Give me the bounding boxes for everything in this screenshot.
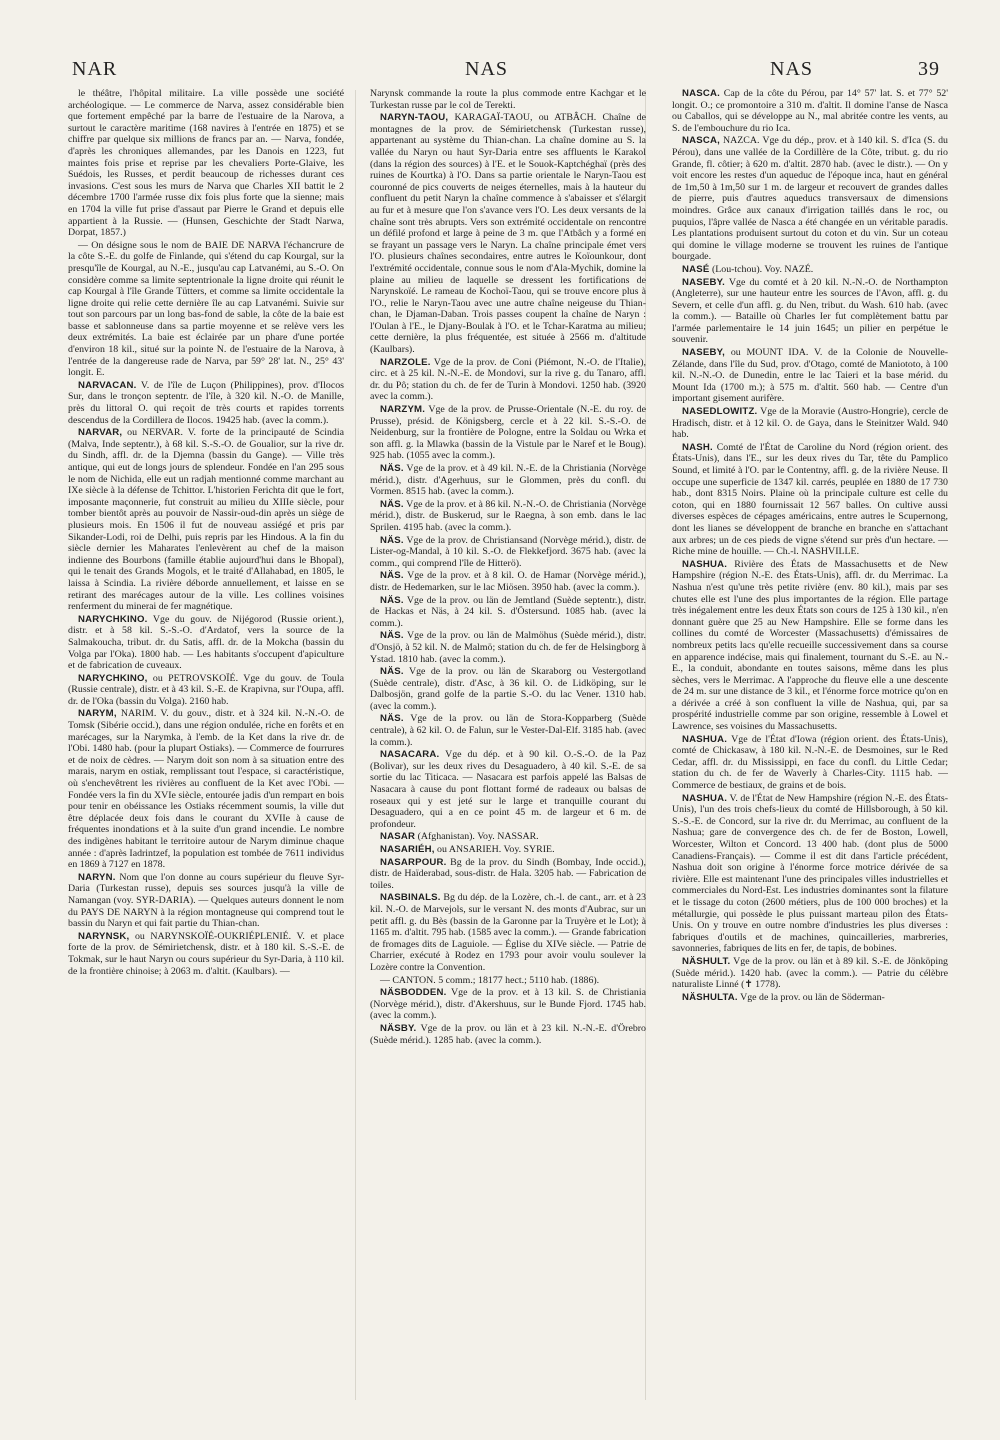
entry-text: Vge de la prov. ou län de Stora-Kopparberg (Suède centrale), à 62 kil. O. de Falun, sur le Vester-Dal-Elf. 3185 hab. (avec la comm.). xyxy=(370,713,646,748)
entry-text: Comté de l'État de Caroline du Nord (région orient. des États-Unis), dans l'E., sur les deux rives du Tar, tête du Pamplico Sound, et limité à l'O. par le Contentny, affl. g. de la rivière Neuse. Il occupe une superficie de 1347 kil. carrés, peuplée en 1880 de 17 730 hab., dont 8315 Noirs. Plaine où la principale culture est celle du coton, qui en 1880 fournissait 12 567 balles. On cultive aussi diverses espèces de cépages américains, entre autres le Scupernong, dont les lianes se développent de branche en branche en s'attachant aux arbres; un de ces pieds de vigne s'étend sur près d'un hectare. — Riche mine de houille. — Ch.-l. NASHVILLE. xyxy=(672,441,948,558)
dictionary-entry xyxy=(68,240,344,379)
entry-headword: NASARPOUR. xyxy=(380,856,447,868)
entry-headword: NÄS. xyxy=(380,666,404,678)
dictionary-entry xyxy=(68,614,344,672)
text-columns xyxy=(68,88,948,1413)
dictionary-entry xyxy=(370,749,646,830)
entry-headword: NASHUA. xyxy=(682,733,728,745)
entry-text: ou ANSARIEH. Voy. SYRIE. xyxy=(437,844,555,855)
dictionary-entry xyxy=(370,499,646,534)
entry-text: Nom que l'on donne au cours supérieur du fleuve Syr-Daria (Turkestan russe), depuis ses sources jusqu'à la ville de Namangan (voy. SYR-DARIA). — Quelques auteurs donnent le nom du PAYS DE NARYN à la région montagneuse qui comprend tout le bassin du Naryn et qui fait partie du Thian-chan. xyxy=(68,871,344,930)
entry-text: Narynsk commande la route la plus commode entre Kachgar et le Turkestan russe par le col de Terekti. xyxy=(370,88,646,111)
entry-text: Vge de la prov. et à 86 kil. N.-N.-O. de Christiania (Norvège mérid.), distr. de Buskerud, sur le Raegna, à son emb. dans le lac Sprilen. 4195 hab. (avec la comm.). xyxy=(370,498,646,533)
dictionary-entry xyxy=(370,1023,646,1046)
dictionary-entry xyxy=(370,570,646,593)
entry-text: Vge de la prov. de Christiansand (Norvège mérid.), distr. de Lister-og-Mandal, à 10 kil. S.-O. de Flekkefjord. 3675 hab. (avec la comm., qui comprend l'île de Hitterö). xyxy=(370,534,646,569)
entry-text: Vge du gouv. de Nijégorod (Russie orient.), distr. et à 58 kil. S.-S.-O. d'Ardatof, vers la source de la Salmakoucha, tribut. dr. du Satis, affl. dr. de la Mokcha (bassin du Volga par l'Oka). 1800 hab. — Les habitants s'occupent d'apiculture et de fabrication de cuveaux. xyxy=(68,613,344,672)
entry-text: Vge de la Moravie (Austro-Hongrie), cercle de Hradisch, distr. et à 12 kil. O. de Gaya, dans le Steinitzer Wald. 940 hab. xyxy=(672,406,948,441)
entry-text: ou NERVAR. V. forte de la principauté de Scindia (Malva, Inde septentr.), à 68 kil. S.-S.-O. de Goualior, sur la rive dr. du Sindh, affl. dr. de la Djemna (bassin du Gange). — Ville très antique, qui eut de longs jours de splendeur. Fondée en l'an 295 sous le nom de Nichida, elle eut un radjah mentionné comme marchant au IXe siècle à la défense de Tchittor. L'historien Ferichta dit que le fort, imposante maçonnerie, fut construit au milieu du XIIIe siècle, pour tomber bientôt après au pouvoir de Nassir-oud-din après un siège de plusieurs mois. En 1506 il fut de nouveau assiégé et pris par Sikander-Lodi, roi de Delhi, puis repris par les Hindous. A la fin du siècle dernier les Maharates l'enlevèrent au chef de la maison indienne des Bourbons (famille établie aujourd'hui dans le Bhopal), qui le tenait des Grands Mogols, et le traité d'Allahabad, en 1805, le laissa à Scindia. La rivière déborde annuellement, et laisse en se retirant des marécages autour de la ville. Les collines voisines renferment du minerai de fer magnétique. xyxy=(68,427,344,613)
entry-headword: NASEDLOWITZ. xyxy=(682,406,758,418)
header-right-word: NAS xyxy=(770,58,814,80)
entry-text: Vge de la prov. ou län de Jemtland (Suède septentr.), distr. de Hackas et Näs, à 24 kil. S. d'Östersund. 1085 hab. (avec la comm.). xyxy=(370,594,646,629)
entry-text: — CANTON. 5 comm.; 18177 hect.; 5110 hab. (1886). xyxy=(380,974,600,986)
entry-text: Cap de la côte du Pérou, par 14° 57' lat. S. et 77° 52' longit. O.; ce promontoire a 310 m. d'altit. Il domine l'anse de Nasca ou Caballos, qui se développe au N., mal abritée contre les vents, au S. de l'embouchure du rio Ica. xyxy=(672,88,948,134)
entry-text: Vge de la prov. ou län de Malmöhus (Suède mérid.), distr. d'Onsjö, à 52 kil. N. de Malmö; station du ch. de fer de Helsingborg à Ystad. 1810 hab. (avec la comm.). xyxy=(370,630,646,665)
page-number: 39 xyxy=(918,58,940,80)
dictionary-entry xyxy=(68,427,344,613)
dictionary-entry xyxy=(370,463,646,498)
dictionary-entry xyxy=(672,406,948,441)
entry-text: Vge de la prov. ou län et à 89 kil. S.-E. de Jönköping (Suède mérid.). 1420 hab. (avec la comm.). — Patrie du célèbre naturaliste Linné (✝ 1778). xyxy=(672,955,948,991)
entry-headword: NÄS. xyxy=(380,570,404,582)
dictionary-entry xyxy=(370,975,646,987)
dictionary-entry xyxy=(370,987,646,1022)
dictionary-entry xyxy=(68,931,344,977)
entry-headword: NASARIÉH, xyxy=(380,844,435,855)
entry-headword: NARZOLE. xyxy=(380,356,431,368)
entry-text: Vge de la prov. et à 8 kil. O. de Hamar (Norvège mérid.), distr. de Hedemarken, sur le lac Miösen. 3950 hab. (avec la comm.). xyxy=(370,570,646,593)
dictionary-entry xyxy=(672,559,948,733)
entry-headword: NASACARA. xyxy=(380,749,440,761)
entry-text: Vge de la prov. ou län de Skaraborg ou Vestergotland (Suède centrale), distr. d'Asc, à 36 kil. O. de Lidköping, sur le Dalbosjön, grand golfe de la partie S.-O. du lac Vener. 1310 hab. (avec la comm.). xyxy=(370,666,646,712)
column-3 xyxy=(672,88,948,1413)
entry-text: V. de l'État de New Hampshire (région N.-E. des États-Unis), l'un des trois chefs-lieux du comté de Hillsborough, à 50 kil. S.-S.-E. de Concord, sur la rive dr. du Merrimac, au confluent de la Nashua; gare de convergence des ch. de fer de Boston, Lowell, Worcester, Wilton et Concord. 13 400 hab. (dont plus de 5000 Canadiens-Français). — Comme il est dit dans l'article précédent, Nashua doit son origine à l'énorme force motrice dérivée de sa rivière. Elle est maintenant l'une des principales villes industrielles et commerciales du Nord-Est. Les industries dominantes sont la filature et le tissage du coton (2600 métiers, plus de 100 000 broches) et la métallurgie, qui possède le plus puissant marteau pilon des États-Unis. On y trouve en outre nombre d'industries les plus diverses : fabriques d'outils et de machines, quincailleries, marbreries, savonneries, fabriques de lits en fer, de tapis, de bobines. xyxy=(672,792,948,955)
dictionary-entry xyxy=(370,666,646,712)
entry-text: Vge de la prov. de Prusse-Orientale (N.-E. du roy. de Prusse), présid. de Königsberg, cercle et à 22 kil. S.-S.-O. de Neidenburg, sur la frontière de Pologne, entre la Soldau ou Wrka et son affl. g. la Mlawka (bassin de la Vistule par le Naref et le Boug). 925 hab. (1055 avec la comm.). xyxy=(370,404,646,462)
entry-text: Bg du dép. de la Lozère, ch.-l. de cant., arr. et à 23 kil. N.-O. de Marvejols, sur le versant N. des monts d'Aubrac, sur un petit affl. g. du Bès (bassin de la Garonne par la Truyère et le Lot); à 1165 m. d'altit. 795 hab. (1585 avec la comm.). — Grande fabrication de fromages dits de Laguiole. — Église du XIVe siècle. — Patrie de Charrier, exécuté à Rodez en 1793 pour avoir voulu soulever la Lozère contre la Convention. xyxy=(370,892,646,973)
entry-text: Rivière des États de Massachusetts et de New Hampshire (région N.-E. des États-Unis), affl. dr. du Merrimac. La Nashua n'est qu'une très petite rivière (env. 80 kil.), mais par ses chutes elle est l'une des plus importantes de la région. Elle partage très inégalement entre les deux États son cours de 125 à 130 kil., n'en donnant guère que 25 au New Hampshire. Elle se forme dans les collines du comté de Worcester (Massachusetts) d'émissaires de nombreux petits lacs qu'elle recueille successivement dans sa course en apparence indécise, mais qui finalement, tournant du S.-E. au N.-E., la conduit, abondante en toutes saisons, même dans les plus sèches, vers le Merrimac. A l'approche du fleuve elle a une descente de 24 m. sur une distance de 3 kil., et l'énorme force motrice qu'on en a dérivée a créé à son confluent la ville de Nashua, qui, par sa prospérité industrielle comme par son origine, ressemble à Lowel et Lawrence, ses voisines du Massachusetts. xyxy=(672,558,948,733)
entry-headword: NARVACAN. xyxy=(78,379,137,391)
dictionary-entry xyxy=(672,793,948,955)
entry-headword: NÄS. xyxy=(380,594,404,606)
entry-headword: NARYN. xyxy=(78,871,116,883)
entry-text: V. de l'île de Luçon (Philippines), prov. d'Ilocos Sur, dans le tronçon septentr. de l'île, à 320 kil. N.-O. de Manille, près du littoral O. qui reçoit de très courts et rapides torrents descendus de la Cordillera de Ilocos. 19425 hab. (avec la comm.). xyxy=(68,379,344,426)
entry-text: (Afghanistan). Voy. NASSAR. xyxy=(417,831,539,843)
dictionary-entry xyxy=(672,88,948,134)
dictionary-entry xyxy=(370,535,646,570)
entry-headword: NARYNSK, xyxy=(78,930,130,942)
entry-text: NAZCA. Vge du dép., prov. et à 140 kil. S. d'Ica (S. du Pérou), dans une vallée de la Cordillère de la Côte, tribut. g. du rio Grande, fl. côtier; à 620 m. d'altit. 2870 hab. (avec le distr.). — On y voit encore les restes d'un aqueduc de l'époque inca, haut en général de 1m,50 à 1m,50 sur 1 m. de largeur et recouvert de grandes dalles de pierre, puis d'autres aqueducs transversaux de dimensions moindres. Grâce aux canaux d'irrigation taillés dans le roc, ou puquios, l'âpre vallée de Nasca a été changée en un véritable paradis. Les plantations produisent surtout du coton et du vin. Sur un coteau qui domine le village moderne se trouvent les ruines de l'antique bourgade. xyxy=(672,135,948,263)
header-left-word: NAR xyxy=(72,58,118,80)
dictionary-entry xyxy=(672,956,948,991)
dictionary-entry xyxy=(370,88,646,111)
entry-headword: NARYM, xyxy=(78,708,117,720)
dictionary-entry xyxy=(370,844,646,856)
dictionary-entry xyxy=(672,264,948,276)
dictionary-entry xyxy=(672,442,948,558)
dictionary-entry xyxy=(672,992,948,1004)
entry-text: Vge de la prov. et à 49 kil. N.-E. de la Christiania (Norvège mérid.), distr. d'Agerhuus, sur le Glommen, près du confl. du Vormen. 8515 hab. (avec la comm.). xyxy=(370,463,646,498)
dictionary-entry xyxy=(672,734,948,792)
entry-text: Bg de la prov. du Sindh (Bombay, Inde occid.), distr. de Haïderabad, sous-distr. de Hala. 3205 hab. — Fabrication de toiles. xyxy=(370,856,646,891)
entry-text: (Lou-tchou). Voy. NAZÉ. xyxy=(711,263,814,275)
dictionary-entry xyxy=(370,713,646,748)
entry-headword: NÄSBY. xyxy=(380,1022,417,1034)
entry-headword: NASCA. xyxy=(682,88,720,99)
entry-headword: NÄSHULT. xyxy=(682,955,731,967)
dictionary-entry xyxy=(370,892,646,973)
entry-text: Vge de la prov. de Coni (Piémont, N.-O. de l'Italie), circ. et à 25 kil. N.-N.-E. de Mondovi, sur la rive g. du Tanaro, affl. dr. du Pô; station du ch. de fer de Turin à Mondovi. 1250 hab. (3920 avec la comm.). xyxy=(370,356,646,403)
entry-text: Vge du comté et à 20 kil. N.-N.-O. de Northampton (Angleterre), sur une hauteur entre les sources de l'Avon, affl. g. du Severn, et celle d'un affl. g. du Nen, tribut. du Wash. 610 hab. (avec la comm.). — Bataille où Charles Ier fut complètement battu par l'armée parlementaire le 14 juin 1645; un pilier en perpétue le souvenir. xyxy=(672,276,948,346)
column-1 xyxy=(68,88,344,1413)
entry-headword: NASHUA. xyxy=(682,792,728,804)
dictionary-entry xyxy=(68,673,344,708)
dictionary-entry xyxy=(370,357,646,403)
entry-headword: NASAR xyxy=(380,831,416,843)
dictionary-entry xyxy=(672,347,948,405)
dictionary-entry xyxy=(68,708,344,870)
dictionary-entry xyxy=(370,857,646,892)
entry-headword: NÄS. xyxy=(380,713,404,725)
entry-text: Vge de la prov. et à 13 kil. S. de Christiania (Norvège mérid.), distr. d'Akershuus, sur le Bunde Fjord. 1745 hab. (avec la comm.). xyxy=(370,987,646,1022)
entry-headword: NASBINALS. xyxy=(380,892,441,904)
entry-headword: NASEBY. xyxy=(682,276,725,288)
entry-headword: NARYCHKINO. xyxy=(78,613,148,625)
entry-headword: NARVAR, xyxy=(78,427,123,439)
column-2 xyxy=(370,88,646,1413)
dictionary-entry xyxy=(370,831,646,843)
dictionary-entry xyxy=(68,88,344,239)
dictionary-entry xyxy=(370,630,646,665)
entry-headword: NARYCHKINO, xyxy=(78,672,148,684)
entry-headword: NARYN-TAOU, xyxy=(380,112,449,124)
entry-headword: NASH. xyxy=(682,441,713,453)
entry-text: NARIM. V. du gouv., distr. et à 324 kil. N.-N.-O. de Tomsk (Sibérie occid.), dans une région ondulée, riche en forêts et en marécages, sur la Narymka, à l'emb. de la Ket dans la rive dr. de l'Obi. 1480 hab. (pour la plupart Ostiaks). — Commerce de fourrures et de noix de cèdres. — Narym doit son nom à sa situation entre des marais, narym en ostiak, remplissant tout l'espace, si caractéristique, où s'enchevêtrent les rivières au confluent de la Ket avec l'Obi. — Fondée vers la fin du XVIe siècle, entourée jadis d'un rempart en bois pour tenir en obéissance les Ostiaks récemment soumis, la ville dut être déplacée deux fois dans le courant du XVIIe à cause de fréquentes inondations et à la suite d'un grand incendie. Le nombre des indigènes habitant le territoire autour de Narym diminue chaque année : d'après Iadrintzef, la population est tombée de 7611 individus en 1869 à 7127 en 1878. xyxy=(68,708,344,871)
entry-text: — On désigne sous le nom de BAIE DE NARVA l'échancrure de la côte S.-E. du golfe de Finlande, qui s'étend du cap Kourgal, sur la presqu'île de Kourgal, au N.-E., jusqu'au cap Latvanémi, au S.-O. On considère comme sa limite septentrionale la ligne droite qui réunit le cap Kourgal à l'île Grande Tütters, et comme sa limite occidentale la ligne droite qui relie cette dernière île au cap Latvanémi. Suivie sur tout son parcours par un long bas-fond de sable, la côte de la baie est basse et sablonneuse dans sa partie moyenne et se relève vers les deux extrémités. La baie est éclairée par un phare d'une portée d'environ 18 kil., situé sur la pointe N. de l'estuaire de la Narova, à l'entrée de la dangereuse rade de Narva, par 59° 28' lat. N., 25° 43' longit. E. xyxy=(68,239,344,379)
dictionary-entry xyxy=(68,872,344,930)
entry-text: Vge de la prov. ou län de Söderman- xyxy=(740,991,885,1003)
entry-headword: NÄSBODDEN. xyxy=(380,987,447,999)
entry-headword: NASEBY, xyxy=(682,347,725,359)
dictionary-entry xyxy=(370,595,646,630)
dictionary-entry xyxy=(370,404,646,462)
entry-headword: NÄSHULTA. xyxy=(682,991,738,1003)
dictionary-entry xyxy=(370,112,646,355)
entry-headword: NASCA, xyxy=(682,135,720,147)
entry-text: ou MOUNT IDA. V. de la Colonie de Nouvelle-Zélande, dans l'île du Sud, prov. d'Otago, comté de Maniototo, à 100 kil. N.-N.-O. de Dunedin, entre le lac Taieri et la base mérid. du Mount Ida (1700 m.); à 575 m. d'altit. 560 hab. — Centre d'un important gisement aurifère. xyxy=(672,347,948,405)
entry-headword: NÄS. xyxy=(380,630,404,642)
dictionary-entry xyxy=(672,135,948,263)
entry-text: KARAGAÏ-TAOU, ou ATBÂCH. Chaîne de montagnes de la prov. de Sémirietchensk (Turkestan russe), appartenant au système du Thian-chan. La chaîne domine au S. la vallée du Naryn ou haut Syr-Daria entre ses affluents le Karakol (dans la région des sources) à l'E. et le Souok-Kaptchéghaï (près des ruines de Kourtka) à l'O. Dans sa partie orientale le Naryn-Taou est couronné de pics couverts de neiges éternelles, mais à la hauteur du confluent du petit Naryn la chaîne commence à s'abaisser et s'élargit au fur et à mesure que l'on s'avance vers l'O. Les deux versants de la chaîne sont très abrupts. Vers son extrémité occidentale on rencontre un défilé profond et large à peine de 3 m. que l'Atbâch y a formé en se frayant un passage vers le Naryn. La chaîne principale émet vers l'O. plusieurs chaînes secondaires, entre autres le Koïounkour, dont l'extrémité occidentale, connue sous le nom d'Ala-Mychik, domine la plaine au milieu de laquelle se dressent les fortifications de Narynskoïé. Le rameau de Kochoï-Taou, qui se trouve encore plus à l'O., relie le Naryn-Taou avec une autre chaîne neigeuse du Thian-chan, le Djaman-Daban. Trois passes coupent la chaîne de Naryn : l'Oulan à l'E., le Djany-Boulak à l'O. et le Tchar-Karatma au milieu; cette dernière, la plus fréquentée, est située à 2566 m. d'altitude (Kaulbars). xyxy=(370,112,646,356)
dictionary-entry xyxy=(68,380,344,426)
entry-text: ou PETROVSKOÏÉ. Vge du gouv. de Toula (Russie centrale), distr. et à 43 kil. S.-E. de Krapivna, sur l'Oupa, affl. dr. de l'Oka (bassin du Volga). 2160 hab. xyxy=(68,672,344,707)
entry-headword: NÄS. xyxy=(380,534,404,546)
entry-text: ou NARYNSKOÏÉ-OUKRIÉPLENIÉ. V. et place forte de la prov. de Sémirietchensk, distr. et à 180 kil. S.-S.-E. de Tokmak, sur le haut Naryn ou cours supérieur du Syr-Daria, à 110 kil. de la frontière chinoise; à 2063 m. d'altit. (Kaulbars). — xyxy=(68,930,344,977)
header-center-word: NAS xyxy=(465,58,509,80)
entry-headword: NÄS. xyxy=(380,498,404,510)
entry-headword: NARZYM. xyxy=(380,404,426,416)
entry-headword: NASÉ xyxy=(682,263,710,275)
dictionary-entry xyxy=(672,277,948,347)
entry-headword: NASHUA. xyxy=(682,558,728,570)
running-header xyxy=(70,52,940,82)
entry-text: le théâtre, l'hôpital militaire. La ville possède une société archéologique. — Le commerce de Narva, assez considérable bien que fortement empêché par la barre de l'estuaire de la Narova, a surtout le caractère maritime (168 navires à l'entrée en 1875) et se chiffre par quelque six millions de francs par an. — Narva, fondée, d'après les chroniques allemandes, par les Danois en 1223, fut maintes fois prise et reprise par les chevaliers Porte-Glaive, les Suédois, les Russes, et perdit beaucoup de richesses durant ces invasions. C'est sous les murs de Narva que Charles XII battit le 2 décembre 1700 l'armée russe dix fois plus forte que la sienne; mais en 1704 la ville fut prise d'assaut par Pierre le Grand et depuis elle appartient à la Russie. — (Hunsen, Geschichte der Stadt Narwa, Dorpat, 1857.) xyxy=(68,88,344,239)
entry-text: Vge du dép. et à 90 kil. O.-S.-O. de la Paz (Bolivar), sur les deux rives du Desaguadero, à 40 kil. S.-E. de sa sortie du lac Titicaca. — Nasacara est parfois appelé las Balsas de Nasacara à cause du pont flottant formé de radeaux ou balsas de roseaux qui y est jeté sur le large et tranquille courant du Desaguadero, qui a en ce point 45 m. de largeur et 6 m. de profondeur. xyxy=(370,749,646,830)
entry-headword: NÄS. xyxy=(380,463,404,474)
entry-text: Vge de l'État d'Iowa (région orient. des États-Unis), comté de Chickasaw, à 180 kil. N.-N.-E. de Desmoines, sur le Red Cedar, affl. dr. du Mississippi, en face du confl. du Little Cedar; station du ch. de fer de Waverly à Charles-City. 1115 hab. — Commerce de bestiaux, de grains et de bois. xyxy=(672,733,948,792)
entry-text: Vge de la prov. ou län et à 23 kil. N.-N.-E. d'Örebro (Suède mérid.). 1285 hab. (avec la comm.). xyxy=(370,1022,646,1046)
